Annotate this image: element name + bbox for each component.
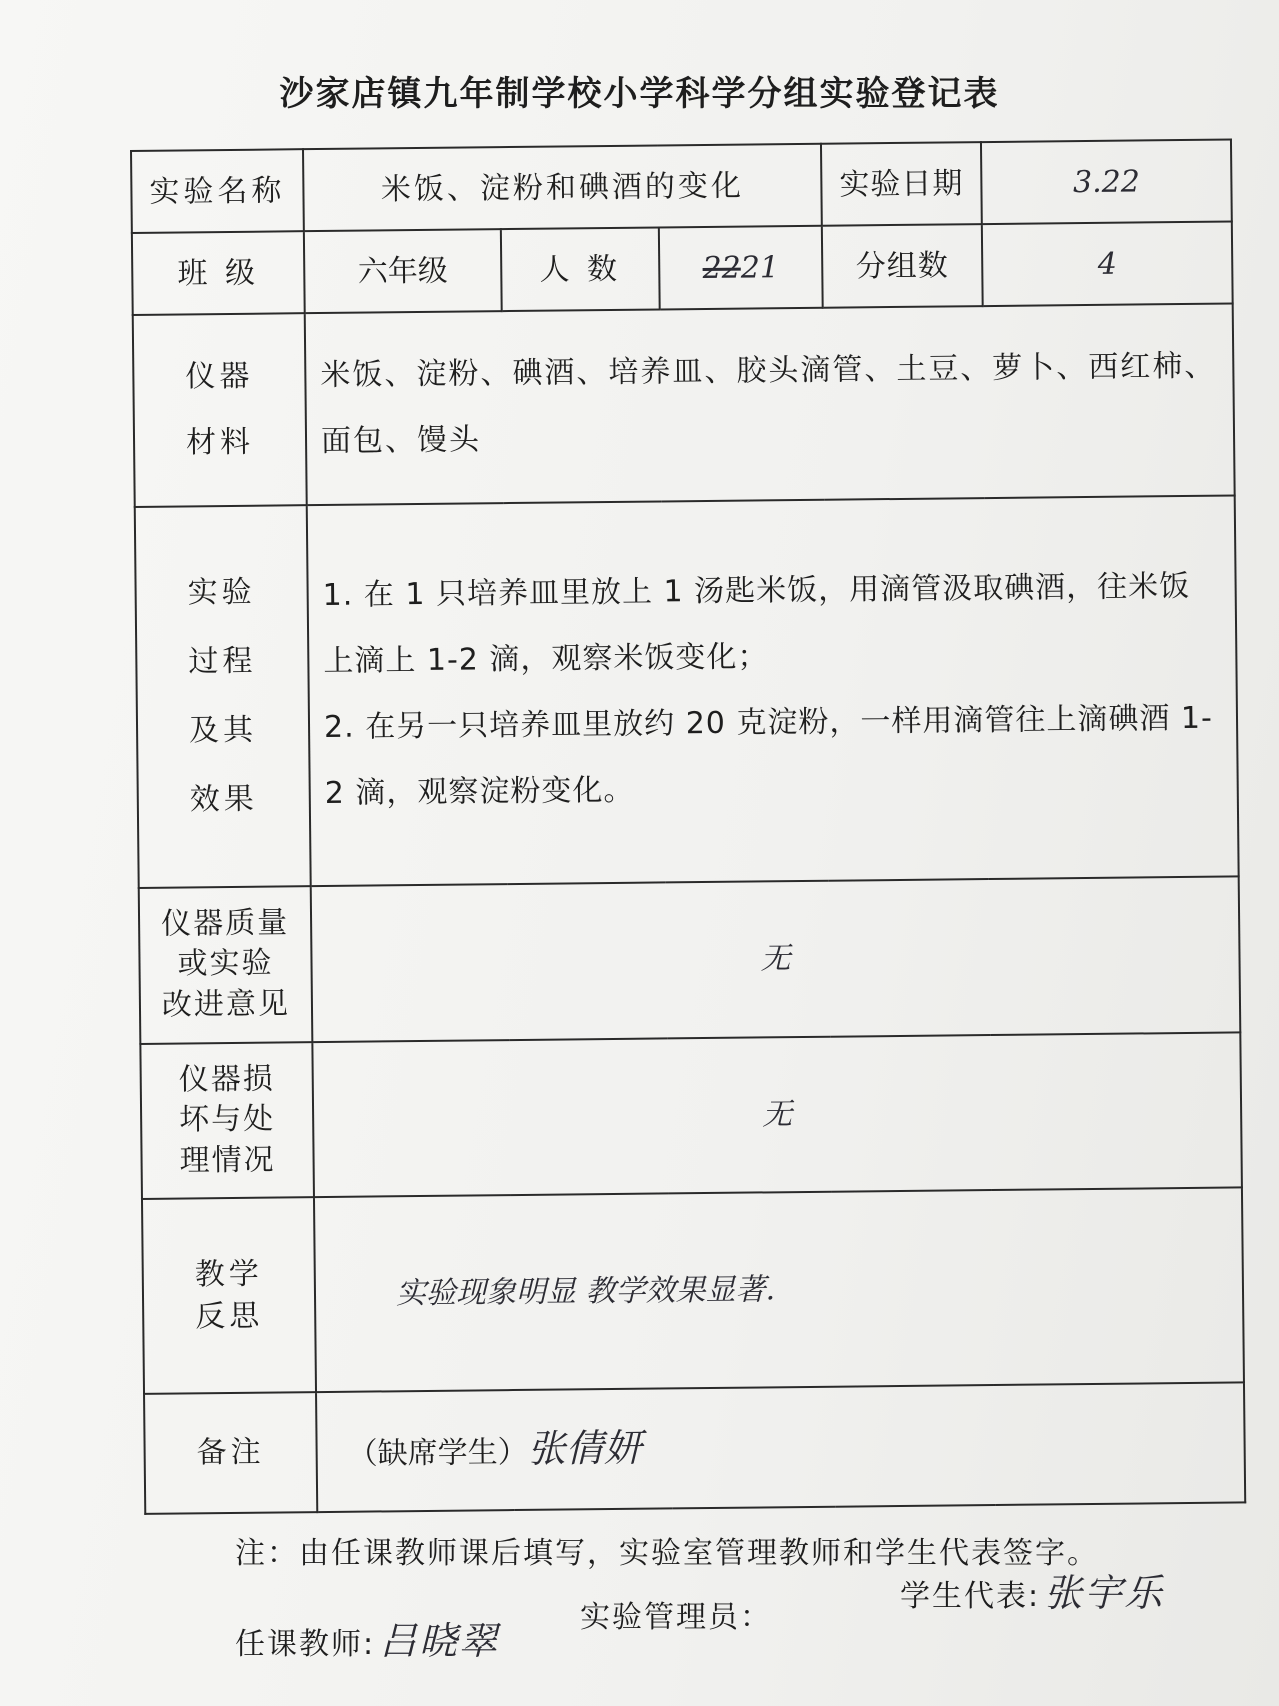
row-reflection — [142, 1188, 1244, 1394]
student-count-cell — [659, 226, 823, 310]
teacher-signature-block — [235, 1610, 499, 1665]
materials-label-line1: 仪器 — [185, 358, 254, 395]
process-label-line4: 效果 — [189, 781, 258, 818]
process-label-line1: 实验 — [187, 574, 256, 611]
reflection-label — [142, 1197, 316, 1393]
remarks-label: 备注 — [144, 1392, 317, 1514]
process-text — [307, 495, 1239, 886]
student-count-struck: 22 — [702, 250, 741, 286]
experiment-name-label: 实验名称 — [131, 149, 304, 233]
quality-label-line3: 改进意见 — [161, 986, 291, 1023]
row-class-info — [132, 222, 1233, 316]
form-title: 沙家店镇九年制学校小学科学分组实验登记表 — [279, 74, 1000, 114]
teacher-signature: 吕晓翠 — [379, 1619, 500, 1663]
experiment-name-value: 米饭、淀粉和碘酒的变化 — [303, 144, 822, 232]
row-quality — [139, 876, 1241, 1043]
remarks-cell — [316, 1382, 1245, 1512]
group-count-value: 4 — [982, 222, 1233, 307]
quality-label-line1: 仪器质量 — [160, 905, 290, 942]
group-count-label: 分组数 — [822, 224, 983, 308]
footer-note: 注：由任课教师课后填写，实验室管理教师和学生代表签字。 — [235, 1536, 1099, 1571]
quality-value: 无 — [311, 876, 1241, 1041]
materials-text: 米饭、淀粉、碘酒、培养皿、胶头滴管、土豆、萝卜、西红柿、面包、馒头 — [305, 304, 1235, 505]
process-step-1: 1. 在 1 只培养皿里放上 1 汤匙米饭，用滴管汲取碘酒，往米饭上滴上 1-2 滴，观察米饭变化； — [322, 569, 1191, 680]
row-experiment-name — [131, 139, 1232, 233]
row-materials — [133, 304, 1235, 507]
damage-value: 无 — [312, 1032, 1242, 1197]
lab-admin-signature-block — [580, 1592, 772, 1636]
absent-student-signature: 张倩妍 — [527, 1426, 642, 1472]
damage-label — [140, 1042, 314, 1200]
damage-label-line1: 仪器损 — [178, 1061, 275, 1098]
reflection-label-line1: 教学 — [194, 1256, 263, 1292]
remarks-prefix: （缺席学生） — [347, 1435, 528, 1473]
class-value: 六年级 — [304, 229, 502, 313]
row-remarks — [144, 1382, 1245, 1514]
process-label-line2: 过程 — [188, 643, 257, 680]
lab-admin-label: 实验管理员： — [580, 1600, 772, 1635]
row-damage — [140, 1032, 1242, 1199]
quality-label — [139, 886, 313, 1044]
damage-label-line2: 坏与处 — [178, 1101, 276, 1138]
process-label — [135, 505, 311, 888]
teacher-label: 任课教师: — [235, 1627, 376, 1662]
student-rep-signature: 张宇乐 — [1044, 1571, 1165, 1615]
student-rep-signature-block — [900, 1562, 1164, 1617]
student-rep-label: 学生代表: — [900, 1579, 1041, 1614]
student-count-label: 人 数 — [501, 228, 660, 312]
student-count-value: 21 — [740, 249, 780, 286]
damage-label-line3: 理情况 — [179, 1142, 276, 1179]
process-label-line3: 及其 — [188, 712, 258, 749]
class-label: 班 级 — [132, 231, 305, 315]
materials-label — [133, 313, 307, 506]
experiment-date-label: 实验日期 — [821, 142, 982, 226]
materials-label-line2: 材料 — [185, 424, 255, 461]
reflection-value: 实验现象明显 教学效果显著. — [314, 1188, 1244, 1392]
experiment-date-value: 3.22 — [981, 139, 1232, 224]
process-step-2: 2. 在另一只培养皿里放约 20 克淀粉，一样用滴管往上滴碘酒 1-2 滴，观察淀粉变化。 — [323, 700, 1214, 812]
quality-label-line2: 或实验 — [177, 945, 274, 982]
registration-table — [130, 138, 1246, 1514]
row-process — [135, 495, 1239, 887]
reflection-label-line2: 反思 — [195, 1298, 264, 1334]
